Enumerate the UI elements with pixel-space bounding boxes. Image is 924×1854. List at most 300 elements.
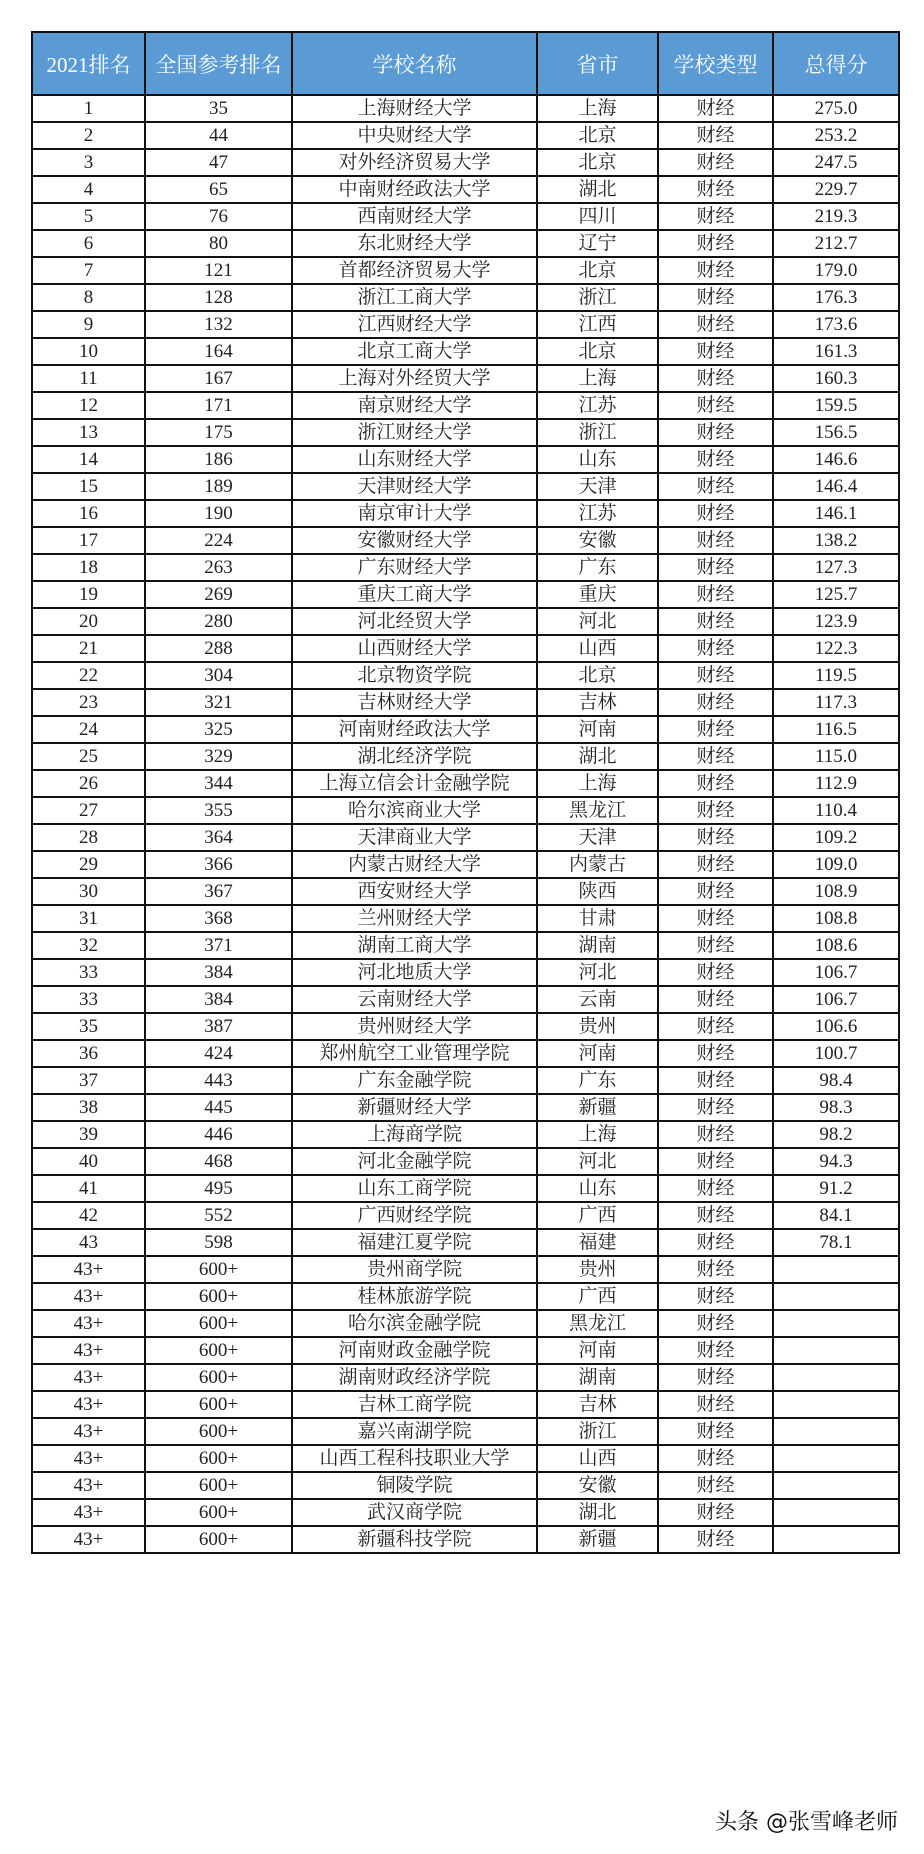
cell-school-type: 财经 — [658, 1013, 773, 1040]
cell-national-rank: 280 — [145, 608, 292, 635]
cell-total-score: 100.7 — [773, 1040, 899, 1067]
cell-province: 山西 — [537, 635, 658, 662]
cell-rank-2021: 24 — [32, 716, 145, 743]
cell-total-score: 98.2 — [773, 1121, 899, 1148]
table-row — [32, 716, 899, 743]
cell-total-score: 160.3 — [773, 365, 899, 392]
cell-school-name: 天津商业大学 — [292, 824, 537, 851]
col-header-national-rank: 全国参考排名 — [145, 32, 292, 95]
table-row — [32, 608, 899, 635]
cell-rank-2021: 43+ — [32, 1256, 145, 1283]
cell-rank-2021: 4 — [32, 176, 145, 203]
cell-school-type: 财经 — [658, 932, 773, 959]
cell-total-score: 146.6 — [773, 446, 899, 473]
cell-rank-2021: 13 — [32, 419, 145, 446]
cell-school-name: 上海立信会计金融学院 — [292, 770, 537, 797]
cell-school-name: 兰州财经大学 — [292, 905, 537, 932]
cell-national-rank: 387 — [145, 1013, 292, 1040]
cell-province: 广东 — [537, 554, 658, 581]
cell-province: 新疆 — [537, 1094, 658, 1121]
cell-rank-2021: 12 — [32, 392, 145, 419]
cell-national-rank: 600+ — [145, 1256, 292, 1283]
cell-school-name: 山西工程科技职业大学 — [292, 1445, 537, 1472]
cell-rank-2021: 33 — [32, 959, 145, 986]
table-row — [32, 878, 899, 905]
cell-rank-2021: 21 — [32, 635, 145, 662]
cell-total-score: 127.3 — [773, 554, 899, 581]
cell-rank-2021: 22 — [32, 662, 145, 689]
col-header-school-type: 学校类型 — [658, 32, 773, 95]
cell-province: 山西 — [537, 1445, 658, 1472]
cell-school-type: 财经 — [658, 1391, 773, 1418]
cell-school-type: 财经 — [658, 1175, 773, 1202]
cell-national-rank: 600+ — [145, 1499, 292, 1526]
cell-school-type: 财经 — [658, 554, 773, 581]
cell-school-type: 财经 — [658, 1499, 773, 1526]
cell-school-type: 财经 — [658, 1067, 773, 1094]
cell-school-type: 财经 — [658, 662, 773, 689]
cell-province: 山东 — [537, 1175, 658, 1202]
cell-province: 浙江 — [537, 1418, 658, 1445]
cell-rank-2021: 39 — [32, 1121, 145, 1148]
cell-school-type: 财经 — [658, 446, 773, 473]
table-row — [32, 932, 899, 959]
cell-school-name: 北京工商大学 — [292, 338, 537, 365]
cell-province: 福建 — [537, 1229, 658, 1256]
cell-rank-2021: 20 — [32, 608, 145, 635]
table-row — [32, 1391, 899, 1418]
cell-school-type: 财经 — [658, 203, 773, 230]
cell-school-type: 财经 — [658, 122, 773, 149]
cell-rank-2021: 15 — [32, 473, 145, 500]
cell-total-score: 125.7 — [773, 581, 899, 608]
cell-rank-2021: 16 — [32, 500, 145, 527]
col-header-total-score: 总得分 — [773, 32, 899, 95]
table-row — [32, 95, 899, 122]
cell-total-score: 156.5 — [773, 419, 899, 446]
cell-total-score: 247.5 — [773, 149, 899, 176]
cell-school-type: 财经 — [658, 473, 773, 500]
cell-province: 安徽 — [537, 1472, 658, 1499]
cell-rank-2021: 30 — [32, 878, 145, 905]
cell-school-type: 财经 — [658, 986, 773, 1013]
cell-province: 重庆 — [537, 581, 658, 608]
cell-national-rank: 175 — [145, 419, 292, 446]
col-header-province: 省市 — [537, 32, 658, 95]
table-row — [32, 635, 899, 662]
table-row — [32, 473, 899, 500]
cell-school-type: 财经 — [658, 419, 773, 446]
cell-school-type: 财经 — [658, 716, 773, 743]
table-row — [32, 149, 899, 176]
cell-school-type: 财经 — [658, 1472, 773, 1499]
cell-national-rank: 344 — [145, 770, 292, 797]
cell-province: 河南 — [537, 1040, 658, 1067]
cell-total-score: 138.2 — [773, 527, 899, 554]
table-row — [32, 824, 899, 851]
cell-school-type: 财经 — [658, 1283, 773, 1310]
cell-school-type: 财经 — [658, 878, 773, 905]
cell-rank-2021: 19 — [32, 581, 145, 608]
cell-rank-2021: 29 — [32, 851, 145, 878]
table-row — [32, 1310, 899, 1337]
cell-national-rank: 224 — [145, 527, 292, 554]
table-row — [32, 1121, 899, 1148]
cell-school-name: 新疆科技学院 — [292, 1526, 537, 1553]
cell-rank-2021: 43+ — [32, 1445, 145, 1472]
cell-school-type: 财经 — [658, 608, 773, 635]
cell-school-type: 财经 — [658, 527, 773, 554]
cell-school-type: 财经 — [658, 311, 773, 338]
cell-total-score: 106.6 — [773, 1013, 899, 1040]
cell-province: 河南 — [537, 716, 658, 743]
cell-school-type: 财经 — [658, 689, 773, 716]
table-row — [32, 176, 899, 203]
cell-total-score: 109.0 — [773, 851, 899, 878]
cell-province: 北京 — [537, 122, 658, 149]
table-row — [32, 1364, 899, 1391]
cell-school-type: 财经 — [658, 635, 773, 662]
cell-national-rank: 384 — [145, 959, 292, 986]
cell-total-score — [773, 1499, 899, 1526]
cell-total-score: 91.2 — [773, 1175, 899, 1202]
cell-national-rank: 445 — [145, 1094, 292, 1121]
cell-school-name: 浙江工商大学 — [292, 284, 537, 311]
cell-rank-2021: 32 — [32, 932, 145, 959]
cell-total-score: 108.6 — [773, 932, 899, 959]
cell-province: 黑龙江 — [537, 797, 658, 824]
cell-national-rank: 600+ — [145, 1391, 292, 1418]
cell-total-score: 176.3 — [773, 284, 899, 311]
table-row — [32, 581, 899, 608]
cell-province: 湖北 — [537, 743, 658, 770]
table-row — [32, 500, 899, 527]
cell-national-rank: 132 — [145, 311, 292, 338]
cell-province: 北京 — [537, 149, 658, 176]
cell-school-type: 财经 — [658, 1526, 773, 1553]
cell-province: 上海 — [537, 365, 658, 392]
cell-rank-2021: 27 — [32, 797, 145, 824]
cell-school-name: 郑州航空工业管理学院 — [292, 1040, 537, 1067]
cell-rank-2021: 11 — [32, 365, 145, 392]
col-header-2021-rank: 2021排名 — [32, 32, 145, 95]
cell-rank-2021: 25 — [32, 743, 145, 770]
table-row — [32, 1148, 899, 1175]
cell-rank-2021: 36 — [32, 1040, 145, 1067]
table-row — [32, 1526, 899, 1553]
cell-school-name: 吉林工商学院 — [292, 1391, 537, 1418]
table-row — [32, 203, 899, 230]
cell-school-type: 财经 — [658, 365, 773, 392]
cell-school-name: 重庆工商大学 — [292, 581, 537, 608]
cell-total-score: 108.9 — [773, 878, 899, 905]
cell-province: 天津 — [537, 473, 658, 500]
cell-national-rank: 164 — [145, 338, 292, 365]
table-row — [32, 419, 899, 446]
cell-national-rank: 600+ — [145, 1445, 292, 1472]
cell-total-score — [773, 1472, 899, 1499]
cell-national-rank: 424 — [145, 1040, 292, 1067]
table-row — [32, 1337, 899, 1364]
cell-province: 贵州 — [537, 1013, 658, 1040]
cell-province: 吉林 — [537, 689, 658, 716]
cell-province: 贵州 — [537, 1256, 658, 1283]
cell-school-type: 财经 — [658, 1310, 773, 1337]
table-row — [32, 284, 899, 311]
cell-national-rank: 325 — [145, 716, 292, 743]
cell-school-type: 财经 — [658, 230, 773, 257]
cell-rank-2021: 7 — [32, 257, 145, 284]
cell-school-name: 河北经贸大学 — [292, 608, 537, 635]
table-row — [32, 1013, 899, 1040]
cell-province: 广东 — [537, 1067, 658, 1094]
cell-school-type: 财经 — [658, 149, 773, 176]
cell-total-score — [773, 1364, 899, 1391]
cell-school-type: 财经 — [658, 257, 773, 284]
ranking-table — [31, 31, 900, 1554]
cell-rank-2021: 9 — [32, 311, 145, 338]
cell-school-name: 河南财经政法大学 — [292, 716, 537, 743]
cell-rank-2021: 42 — [32, 1202, 145, 1229]
cell-province: 天津 — [537, 824, 658, 851]
cell-province: 江苏 — [537, 392, 658, 419]
cell-school-name: 广东金融学院 — [292, 1067, 537, 1094]
cell-school-type: 财经 — [658, 581, 773, 608]
cell-school-type: 财经 — [658, 95, 773, 122]
cell-province: 四川 — [537, 203, 658, 230]
cell-total-score: 98.3 — [773, 1094, 899, 1121]
watermark-text: 头条 @张雪峰老师 — [715, 1810, 898, 1835]
cell-rank-2021: 43+ — [32, 1526, 145, 1553]
table-row — [32, 527, 899, 554]
cell-total-score: 78.1 — [773, 1229, 899, 1256]
table-row — [32, 1040, 899, 1067]
table-row — [32, 1202, 899, 1229]
cell-province: 湖南 — [537, 932, 658, 959]
cell-school-name: 广东财经大学 — [292, 554, 537, 581]
cell-national-rank: 600+ — [145, 1337, 292, 1364]
cell-rank-2021: 31 — [32, 905, 145, 932]
table-row — [32, 1283, 899, 1310]
cell-total-score — [773, 1445, 899, 1472]
cell-rank-2021: 43+ — [32, 1337, 145, 1364]
cell-national-rank: 600+ — [145, 1526, 292, 1553]
table-row — [32, 338, 899, 365]
cell-province: 北京 — [537, 662, 658, 689]
table-row — [32, 1094, 899, 1121]
cell-school-type: 财经 — [658, 824, 773, 851]
cell-school-type: 财经 — [658, 1445, 773, 1472]
cell-total-score: 219.3 — [773, 203, 899, 230]
cell-school-name: 山西财经大学 — [292, 635, 537, 662]
cell-school-name: 河南财政金融学院 — [292, 1337, 537, 1364]
cell-province: 新疆 — [537, 1526, 658, 1553]
cell-national-rank: 171 — [145, 392, 292, 419]
table-row — [32, 1229, 899, 1256]
cell-national-rank: 189 — [145, 473, 292, 500]
cell-school-type: 财经 — [658, 851, 773, 878]
header-row — [32, 32, 899, 95]
cell-province: 江苏 — [537, 500, 658, 527]
cell-school-name: 吉林财经大学 — [292, 689, 537, 716]
table-row — [32, 1472, 899, 1499]
cell-school-name: 浙江财经大学 — [292, 419, 537, 446]
cell-rank-2021: 43+ — [32, 1364, 145, 1391]
cell-rank-2021: 37 — [32, 1067, 145, 1094]
cell-school-type: 财经 — [658, 1364, 773, 1391]
cell-school-name: 中央财经大学 — [292, 122, 537, 149]
cell-total-score: 110.4 — [773, 797, 899, 824]
cell-school-name: 上海财经大学 — [292, 95, 537, 122]
cell-total-score: 108.8 — [773, 905, 899, 932]
cell-school-type: 财经 — [658, 176, 773, 203]
table-row — [32, 770, 899, 797]
table-row — [32, 689, 899, 716]
table-row — [32, 392, 899, 419]
cell-province: 上海 — [537, 95, 658, 122]
cell-school-type: 财经 — [658, 1337, 773, 1364]
cell-province: 江西 — [537, 311, 658, 338]
cell-school-type: 财经 — [658, 905, 773, 932]
col-header-school-name: 学校名称 — [292, 32, 537, 95]
cell-national-rank: 468 — [145, 1148, 292, 1175]
cell-national-rank: 167 — [145, 365, 292, 392]
cell-rank-2021: 10 — [32, 338, 145, 365]
table-row — [32, 1445, 899, 1472]
cell-province: 河北 — [537, 608, 658, 635]
cell-school-name: 山东财经大学 — [292, 446, 537, 473]
cell-rank-2021: 43+ — [32, 1499, 145, 1526]
cell-total-score: 84.1 — [773, 1202, 899, 1229]
cell-national-rank: 368 — [145, 905, 292, 932]
cell-school-type: 财经 — [658, 1121, 773, 1148]
cell-total-score — [773, 1310, 899, 1337]
cell-province: 湖北 — [537, 176, 658, 203]
table-row — [32, 743, 899, 770]
cell-school-name: 南京财经大学 — [292, 392, 537, 419]
cell-rank-2021: 26 — [32, 770, 145, 797]
cell-school-type: 财经 — [658, 1202, 773, 1229]
cell-school-type: 财经 — [658, 1229, 773, 1256]
cell-school-name: 贵州商学院 — [292, 1256, 537, 1283]
cell-rank-2021: 14 — [32, 446, 145, 473]
cell-total-score — [773, 1337, 899, 1364]
cell-national-rank: 321 — [145, 689, 292, 716]
cell-national-rank: 288 — [145, 635, 292, 662]
cell-rank-2021: 33 — [32, 986, 145, 1013]
cell-rank-2021: 43+ — [32, 1391, 145, 1418]
cell-rank-2021: 40 — [32, 1148, 145, 1175]
cell-total-score: 116.5 — [773, 716, 899, 743]
cell-school-name: 对外经济贸易大学 — [292, 149, 537, 176]
cell-national-rank: 121 — [145, 257, 292, 284]
cell-province: 内蒙古 — [537, 851, 658, 878]
table-row — [32, 446, 899, 473]
cell-school-name: 哈尔滨金融学院 — [292, 1310, 537, 1337]
cell-rank-2021: 38 — [32, 1094, 145, 1121]
cell-national-rank: 600+ — [145, 1472, 292, 1499]
cell-total-score — [773, 1526, 899, 1553]
table-row — [32, 257, 899, 284]
cell-school-type: 财经 — [658, 797, 773, 824]
cell-national-rank: 329 — [145, 743, 292, 770]
cell-rank-2021: 43+ — [32, 1472, 145, 1499]
cell-school-name: 江西财经大学 — [292, 311, 537, 338]
cell-national-rank: 44 — [145, 122, 292, 149]
cell-national-rank: 600+ — [145, 1310, 292, 1337]
cell-province: 吉林 — [537, 1391, 658, 1418]
cell-rank-2021: 23 — [32, 689, 145, 716]
cell-total-score: 146.4 — [773, 473, 899, 500]
table-row — [32, 1499, 899, 1526]
table-row — [32, 959, 899, 986]
cell-school-name: 嘉兴南湖学院 — [292, 1418, 537, 1445]
cell-national-rank: 80 — [145, 230, 292, 257]
cell-province: 甘肃 — [537, 905, 658, 932]
cell-national-rank: 598 — [145, 1229, 292, 1256]
cell-school-name: 天津财经大学 — [292, 473, 537, 500]
cell-school-type: 财经 — [658, 1094, 773, 1121]
cell-total-score — [773, 1256, 899, 1283]
cell-rank-2021: 17 — [32, 527, 145, 554]
cell-total-score: 275.0 — [773, 95, 899, 122]
cell-national-rank: 367 — [145, 878, 292, 905]
cell-school-name: 河北金融学院 — [292, 1148, 537, 1175]
table-row — [32, 851, 899, 878]
cell-school-type: 财经 — [658, 1148, 773, 1175]
table-row — [32, 122, 899, 149]
cell-province: 山东 — [537, 446, 658, 473]
cell-province: 广西 — [537, 1202, 658, 1229]
cell-school-type: 财经 — [658, 392, 773, 419]
cell-rank-2021: 43+ — [32, 1310, 145, 1337]
cell-school-type: 财经 — [658, 1256, 773, 1283]
cell-rank-2021: 1 — [32, 95, 145, 122]
table-row — [32, 1256, 899, 1283]
cell-province: 陕西 — [537, 878, 658, 905]
cell-school-name: 西安财经大学 — [292, 878, 537, 905]
table-row — [32, 797, 899, 824]
cell-total-score: 212.7 — [773, 230, 899, 257]
cell-total-score: 229.7 — [773, 176, 899, 203]
cell-national-rank: 371 — [145, 932, 292, 959]
cell-rank-2021: 6 — [32, 230, 145, 257]
cell-national-rank: 355 — [145, 797, 292, 824]
cell-school-name: 首都经济贸易大学 — [292, 257, 537, 284]
cell-national-rank: 263 — [145, 554, 292, 581]
cell-national-rank: 446 — [145, 1121, 292, 1148]
cell-total-score: 146.1 — [773, 500, 899, 527]
cell-rank-2021: 5 — [32, 203, 145, 230]
cell-school-name: 铜陵学院 — [292, 1472, 537, 1499]
cell-province: 上海 — [537, 1121, 658, 1148]
cell-rank-2021: 18 — [32, 554, 145, 581]
cell-province: 北京 — [537, 257, 658, 284]
cell-school-name: 山东工商学院 — [292, 1175, 537, 1202]
cell-province: 河北 — [537, 959, 658, 986]
cell-national-rank: 190 — [145, 500, 292, 527]
cell-province: 上海 — [537, 770, 658, 797]
cell-total-score: 179.0 — [773, 257, 899, 284]
cell-school-type: 财经 — [658, 770, 773, 797]
cell-national-rank: 65 — [145, 176, 292, 203]
table-row — [32, 554, 899, 581]
cell-rank-2021: 8 — [32, 284, 145, 311]
cell-school-type: 财经 — [658, 959, 773, 986]
cell-total-score: 112.9 — [773, 770, 899, 797]
cell-school-name: 新疆财经大学 — [292, 1094, 537, 1121]
cell-total-score: 117.3 — [773, 689, 899, 716]
